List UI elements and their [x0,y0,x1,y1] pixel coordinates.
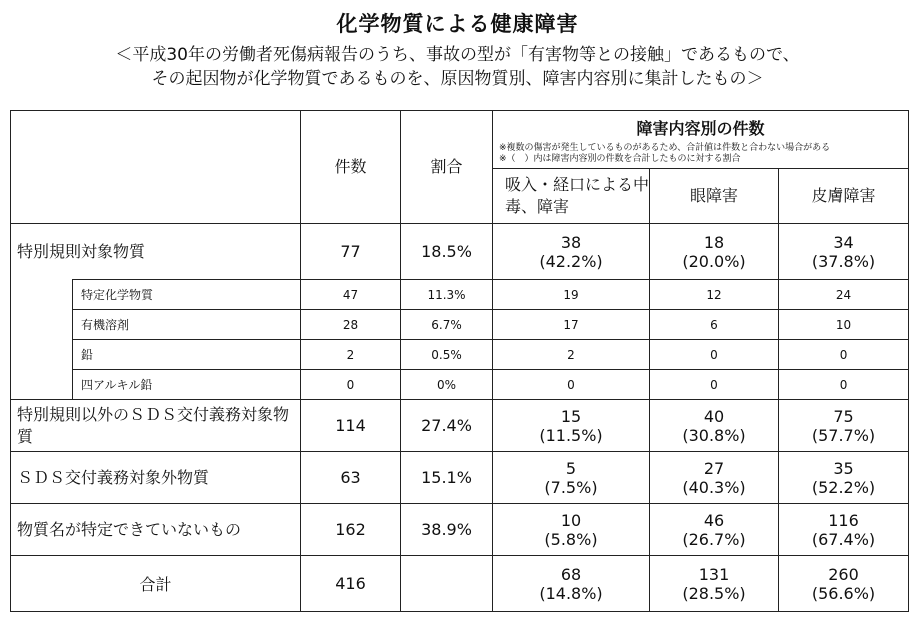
row-label: 特別規則以外のＳＤＳ交付義務対象物質 [11,400,301,452]
row-skin-count: 34 [833,232,854,252]
row-inhalation [493,504,650,556]
row-inhalation [493,452,650,504]
row-inhalation-count: 19 [493,280,650,310]
header-note-1: ※複数の傷害が発生しているものがあるため、合計値は件数と合わない場合がある [499,143,831,154]
row-skin-pct: (56.6%) [811,583,876,603]
row-inhalation-pct: (5.8%) [544,529,598,549]
indent-cell [11,370,73,400]
header-row-1 [11,111,909,141]
header-count: 件数 [301,111,401,224]
row-eye-count: 40 [703,406,725,426]
row-inhalation-count: 15 [560,406,582,426]
row-skin [779,556,909,612]
row-inhalation-count: 17 [493,310,650,340]
row-ratio: 27.4% [401,400,493,452]
row-eye-count: 12 [650,280,779,310]
row-skin [779,504,909,556]
row-inhalation [493,400,650,452]
row-skin [779,224,909,280]
row-skin-count: 260 [828,564,859,584]
row-eye [650,556,779,612]
table-row [11,504,909,556]
row-skin-count: 116 [828,510,859,530]
header-notes [493,141,909,169]
row-eye [650,452,779,504]
header-note-2: ※（ ）内は障害内容別の件数を合計したものに対する割合 [499,154,741,165]
row-skin-count: 35 [833,458,854,478]
row-count: 28 [301,310,401,340]
row-label: 鉛 [73,340,301,370]
row-label: 特別規則対象物質 [11,224,301,280]
row-label: 物質名が特定できていないもの [11,504,301,556]
row-label: ＳＤＳ交付義務対象外物質 [11,452,301,504]
row-inhalation-count: 0 [493,370,650,400]
row-count: 416 [301,556,401,612]
row-label: 特定化学物質 [73,280,301,310]
row-eye-count: 18 [703,232,725,252]
row-skin-count: 0 [779,340,909,370]
row-eye-count: 27 [703,458,725,478]
header-breakdown-title: 障害内容別の件数 [493,111,909,141]
row-count: 162 [301,504,401,556]
row-eye [650,504,779,556]
row-skin-count: 75 [833,406,854,426]
table-row [11,310,909,340]
row-inhalation [493,224,650,280]
row-eye-count: 0 [650,340,779,370]
table-row [11,340,909,370]
indent-cell [11,280,73,310]
row-inhalation-count: 2 [493,340,650,370]
header-col-inhalation: 吸入・経口による中毒、障害 [493,169,650,224]
table-row [11,280,909,310]
row-inhalation [493,556,650,612]
row-label: 有機溶剤 [73,310,301,340]
row-skin-pct: (52.2%) [811,477,876,497]
table-row [11,370,909,400]
row-eye-pct: (20.0%) [682,251,746,271]
header-col-skin: 皮膚障害 [779,169,909,224]
row-skin-pct: (37.8%) [811,251,876,271]
row-count: 2 [301,340,401,370]
row-skin-pct: (67.4%) [811,529,876,549]
row-count: 63 [301,452,401,504]
statistics-table [10,110,909,612]
row-label: 合計 [11,556,301,612]
row-eye-count: 46 [703,510,725,530]
row-ratio: 18.5% [401,224,493,280]
page-title: 化学物質による健康障害 [336,12,579,36]
total-row [11,556,909,612]
row-count: 47 [301,280,401,310]
row-skin [779,452,909,504]
row-eye-count: 131 [698,564,730,584]
header-blank-cell [11,111,301,224]
indent-cell [11,310,73,340]
row-count: 0 [301,370,401,400]
row-ratio: 15.1% [401,452,493,504]
row-ratio [401,556,493,612]
table-row [11,224,909,280]
header-col-eye: 眼障害 [650,169,779,224]
subtitle-line-2: その起因物が化学物質であるものを、原因物質別、障害内容別に集計したもの＞ [151,69,764,89]
row-skin-count: 0 [779,370,909,400]
row-count: 77 [301,224,401,280]
row-skin-count: 24 [779,280,909,310]
row-inhalation-pct: (11.5%) [539,425,603,445]
row-inhalation-count: 38 [560,232,582,252]
table-row [11,452,909,504]
row-ratio: 0.5% [401,340,493,370]
row-eye [650,400,779,452]
row-eye-count: 6 [650,310,779,340]
row-ratio: 6.7% [401,310,493,340]
row-label: 四アルキル鉛 [73,370,301,400]
row-eye-pct: (28.5%) [682,583,746,603]
table-row [11,400,909,452]
row-inhalation-count: 68 [560,564,582,584]
row-eye-pct: (40.3%) [682,477,746,497]
row-inhalation-count: 5 [565,458,577,478]
subtitle-line-1: ＜平成30年の労働者死傷病報告のうち、事故の型が「有害物等との接触」であるもので、 [115,45,800,65]
indent-cell [11,340,73,370]
row-eye [650,224,779,280]
row-skin-pct: (57.7%) [811,425,876,445]
row-count: 114 [301,400,401,452]
row-eye-pct: (30.8%) [682,425,746,445]
row-inhalation-count: 10 [560,510,582,530]
row-ratio: 11.3% [401,280,493,310]
row-ratio: 0% [401,370,493,400]
row-inhalation-pct: (42.2%) [539,251,603,271]
header-ratio: 割合 [401,111,493,224]
row-eye-count: 0 [650,370,779,400]
row-skin [779,400,909,452]
row-skin-count: 10 [779,310,909,340]
row-ratio: 38.9% [401,504,493,556]
row-inhalation-pct: (14.8%) [539,583,603,603]
row-eye-pct: (26.7%) [682,529,746,549]
row-inhalation-pct: (7.5%) [544,477,598,497]
